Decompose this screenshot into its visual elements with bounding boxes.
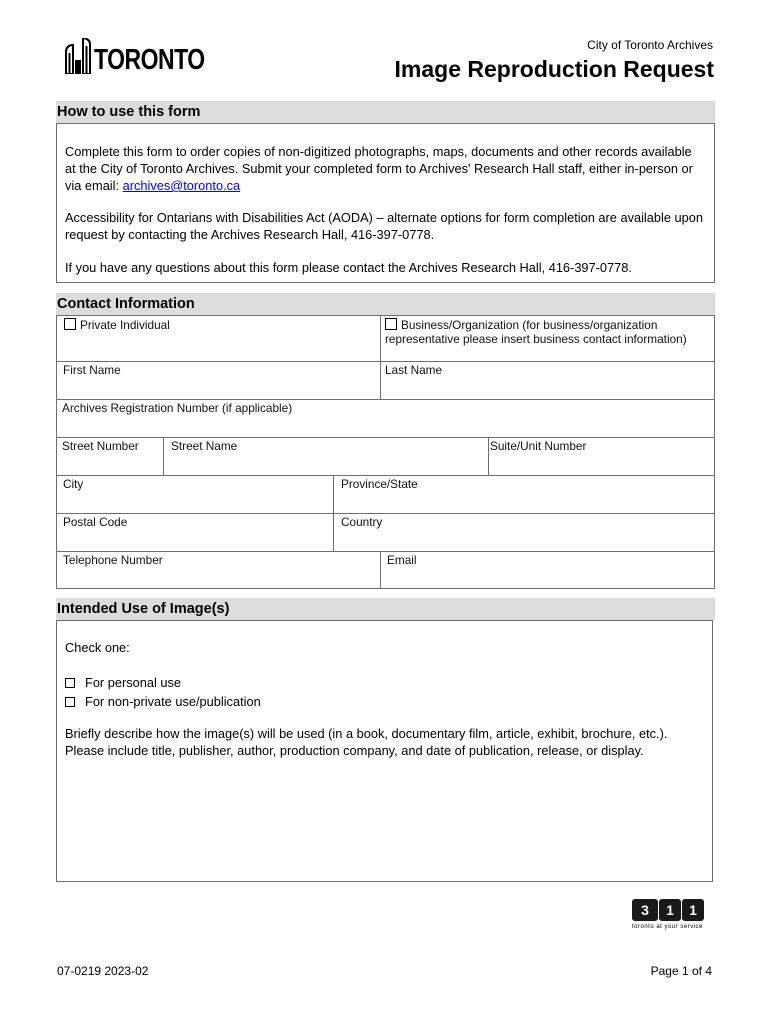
intended-use-heading: Intended Use of Image(s) bbox=[56, 598, 715, 620]
registration-number-label: Archives Registration Number (if applicable) bbox=[62, 401, 293, 415]
registration-number-field[interactable] bbox=[58, 415, 712, 436]
telephone-label: Telephone Number bbox=[63, 553, 163, 567]
last-name-field[interactable] bbox=[382, 377, 712, 398]
archives-email-link[interactable]: archives@toronto.ca bbox=[122, 178, 241, 193]
business-org-option[interactable] bbox=[385, 318, 705, 346]
private-individual-checkbox[interactable] bbox=[64, 318, 76, 330]
describe-use-instructions: Briefly describe how the image(s) will be used (in a book, documentary film, article, exhibit, brochure, etc.). Please include title, publisher, author, production company, and date of publication, release, or display. bbox=[65, 726, 668, 758]
divider bbox=[57, 551, 714, 552]
how-to-heading: How to use this form bbox=[56, 101, 715, 123]
how-to-para-3: If you have any questions about this form please contact the Archives Research Hall, 416-397-0778. bbox=[65, 260, 632, 275]
publication-use-option[interactable] bbox=[65, 693, 705, 710]
divider bbox=[57, 361, 714, 362]
divider bbox=[163, 437, 164, 475]
divider bbox=[57, 513, 714, 514]
organization-name: City of Toronto Archives bbox=[587, 38, 713, 52]
city-hall-icon bbox=[64, 38, 92, 74]
logo311-digit: 3 bbox=[632, 899, 658, 921]
business-org-checkbox[interactable] bbox=[385, 318, 397, 330]
private-individual-label: Private Individual bbox=[80, 318, 170, 332]
first-name-label: First Name bbox=[63, 363, 121, 377]
divider bbox=[488, 437, 489, 475]
private-individual-option[interactable] bbox=[64, 318, 170, 332]
contact-grid bbox=[56, 315, 715, 589]
street-name-label: Street Name bbox=[171, 439, 238, 453]
contact-heading: Contact Information bbox=[56, 293, 715, 315]
telephone-field[interactable] bbox=[58, 567, 379, 588]
province-state-field[interactable] bbox=[335, 491, 712, 512]
country-field[interactable] bbox=[335, 529, 712, 550]
divider bbox=[333, 475, 334, 551]
last-name-label: Last Name bbox=[385, 363, 443, 377]
divider bbox=[57, 437, 714, 438]
describe-use-field[interactable] bbox=[60, 780, 710, 878]
personal-use-checkbox[interactable] bbox=[65, 678, 75, 688]
how-to-para-2: Accessibility for Ontarians with Disabilities Act (AODA) – alternate options for form completion are available upon request by contacting the Archives Research Hall, 416-397-0778. bbox=[65, 210, 703, 242]
business-org-label: Business/Organization (for business/organization representative please insert business contact information) bbox=[385, 318, 687, 346]
logo-text: TORONTO bbox=[94, 42, 205, 76]
logo311-digit: 1 bbox=[682, 899, 704, 921]
personal-use-label: For personal use bbox=[85, 675, 182, 690]
toronto-311-logo bbox=[632, 899, 704, 930]
divider bbox=[380, 551, 381, 589]
form-title: Image Reproduction Request bbox=[394, 56, 714, 82]
divider bbox=[57, 399, 714, 400]
publication-use-label: For non-private use/publication bbox=[85, 694, 261, 709]
city-label: City bbox=[63, 477, 84, 491]
street-name-field[interactable] bbox=[165, 453, 487, 474]
toronto-logo bbox=[64, 38, 205, 74]
suite-unit-label: Suite/Unit Number bbox=[490, 439, 587, 453]
personal-use-option[interactable] bbox=[65, 674, 705, 691]
street-number-label: Street Number bbox=[62, 439, 139, 453]
email-label: Email bbox=[387, 553, 417, 567]
logo311-tagline: toronto at your service bbox=[632, 924, 703, 930]
postal-code-field[interactable] bbox=[58, 529, 332, 550]
email-field[interactable] bbox=[382, 567, 712, 588]
form-code: 07-0219 2023-02 bbox=[57, 964, 149, 978]
page-number: Page 1 of 4 bbox=[650, 964, 712, 978]
suite-unit-field[interactable] bbox=[490, 453, 712, 474]
divider bbox=[57, 475, 714, 476]
publication-use-checkbox[interactable] bbox=[65, 697, 75, 707]
logo311-digit: 1 bbox=[659, 899, 681, 921]
how-to-para-1-text: Complete this form to order copies of non-digitized photographs, maps, documents and other records available at the City of Toronto Archives. Submit your completed form to Archives' Research Hall staff, either in-person or via email: bbox=[65, 144, 693, 193]
city-field[interactable] bbox=[58, 491, 332, 512]
first-name-field[interactable] bbox=[58, 377, 378, 398]
how-to-para-1 bbox=[65, 143, 705, 194]
street-number-field[interactable] bbox=[58, 453, 162, 474]
country-label: Country bbox=[341, 515, 383, 529]
province-state-label: Province/State bbox=[341, 477, 418, 491]
postal-code-label: Postal Code bbox=[63, 515, 128, 529]
divider bbox=[380, 316, 381, 399]
check-one-label: Check one: bbox=[65, 640, 130, 655]
